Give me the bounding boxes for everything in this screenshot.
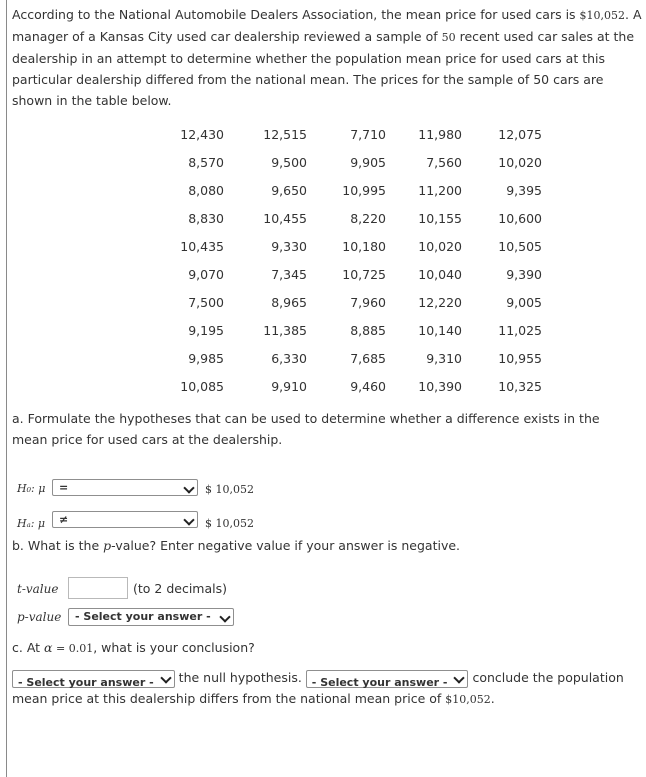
ha-operator-value: ≠ — [59, 513, 69, 526]
alpha-value: = 0.01 — [52, 642, 94, 655]
chevron-down-icon — [219, 611, 230, 622]
table-row — [158, 204, 542, 232]
table-cell: 11,025 — [498, 322, 542, 338]
table-cell: 10,140 — [418, 322, 462, 338]
table-cell: 12,220 — [418, 294, 462, 310]
table-cell: 9,005 — [506, 294, 542, 310]
table-row — [158, 316, 542, 344]
table-row — [158, 372, 542, 400]
t-value-hint: (to 2 decimals) — [133, 581, 227, 596]
table-row — [158, 288, 542, 316]
table-cell: 10,995 — [342, 182, 386, 198]
table-cell: 9,310 — [426, 350, 462, 366]
h0-operator-value: = — [59, 481, 69, 494]
table-cell: 10,505 — [498, 238, 542, 254]
national-mean: $10,052 — [579, 9, 626, 22]
alpha-symbol: α — [44, 640, 53, 655]
price-table — [158, 120, 542, 400]
chevron-down-icon — [454, 672, 465, 683]
table-cell: 9,460 — [350, 378, 386, 394]
reject-select-value: - Select your answer - — [18, 675, 154, 689]
table-cell: 9,330 — [271, 238, 307, 254]
h0-operator-select[interactable] — [52, 479, 198, 496]
table-cell: 8,220 — [350, 210, 386, 226]
chevron-down-icon — [183, 514, 194, 525]
conclusion-tail-text: conclude the population mean price at this dealership differs from the national mean price of — [12, 670, 624, 706]
can-select-value: - Select your answer - — [311, 675, 448, 689]
table-cell: 10,725 — [342, 266, 386, 282]
t-value-label: t-value — [17, 582, 59, 596]
ha-operator-select[interactable] — [52, 511, 198, 528]
table-cell: 8,885 — [350, 322, 386, 338]
part-b-text-pre: b. What is the — [12, 538, 104, 553]
table-row — [158, 232, 542, 260]
part-c-text-post: , what is your conclusion? — [93, 640, 255, 655]
table-row — [158, 260, 542, 288]
table-cell: 7,710 — [350, 126, 386, 142]
conclusion-mid-text: the null hypothesis. — [178, 670, 302, 685]
table-cell: 12,075 — [498, 126, 542, 142]
table-cell: 9,070 — [188, 266, 224, 282]
h0-value: $ 10,052 — [205, 483, 254, 496]
table-row — [158, 120, 542, 148]
can-select[interactable] — [306, 670, 469, 688]
table-cell: 10,155 — [418, 210, 462, 226]
table-cell: 8,570 — [188, 154, 224, 170]
intro-text-3: recent used car sales at the dealership in an attempt to determine whether the population mean price for used cars at this particular dealership differed from the national mean. The prices for the sample of 50 cars are shown in the table below. — [12, 29, 635, 108]
table-cell: 9,910 — [271, 378, 307, 394]
table-cell: 9,195 — [188, 322, 224, 338]
table-cell: 11,200 — [418, 182, 462, 198]
table-cell: 7,345 — [271, 266, 307, 282]
table-cell: 9,390 — [506, 266, 542, 282]
table-cell: 11,980 — [418, 126, 462, 142]
table-cell: 10,040 — [418, 266, 462, 282]
conclusion-mean: $10,052 — [445, 693, 491, 706]
table-cell: 10,020 — [498, 154, 542, 170]
problem-intro — [12, 4, 644, 111]
table-cell: 10,390 — [418, 378, 462, 394]
table-cell: 9,650 — [271, 182, 307, 198]
table-cell: 7,560 — [426, 154, 462, 170]
table-cell: 12,430 — [180, 126, 224, 142]
table-row — [158, 148, 542, 176]
table-cell: 7,960 — [350, 294, 386, 310]
ha-label: Hₐ: μ — [17, 517, 46, 530]
t-value-input[interactable] — [68, 577, 128, 599]
reject-select[interactable] — [12, 670, 175, 688]
table-cell: 7,500 — [188, 294, 224, 310]
p-value-label: p-value — [17, 610, 62, 624]
h0-label: H₀: μ — [17, 482, 46, 495]
table-cell: 10,455 — [263, 210, 307, 226]
table-cell: 10,180 — [342, 238, 386, 254]
table-cell: 8,830 — [188, 210, 224, 226]
part-a-question: a. Formulate the hypotheses that can be used to determine whether a difference exists in the mean price for used cars at the dealership. — [12, 411, 600, 447]
part-c-question — [12, 640, 255, 655]
intro-text-1: According to the National Automobile Dealers Association, the mean price for used cars is — [12, 7, 580, 22]
intro-text-2: . A manager of a Kansas City used car dealership reviewed a sample of — [12, 7, 642, 44]
table-cell: 7,685 — [350, 350, 386, 366]
table-cell: 6,330 — [271, 350, 307, 366]
table-cell: 10,325 — [498, 378, 542, 394]
chevron-down-icon — [160, 672, 171, 683]
table-row — [158, 176, 542, 204]
p-value-select-value: - Select your answer - — [75, 610, 211, 623]
conclusion-end: . — [490, 691, 495, 706]
part-b-question — [12, 538, 460, 553]
table-cell: 11,385 — [263, 322, 307, 338]
part-c-text-pre: c. At — [12, 640, 45, 655]
table-row — [158, 344, 542, 372]
table-cell: 8,080 — [188, 182, 224, 198]
table-cell: 10,085 — [180, 378, 224, 394]
sample-size: 50 — [441, 31, 456, 44]
table-cell: 9,905 — [350, 154, 386, 170]
table-cell: 10,020 — [418, 238, 462, 254]
table-cell: 12,515 — [263, 126, 307, 142]
table-cell: 10,600 — [498, 210, 542, 226]
chevron-down-icon — [183, 482, 194, 493]
table-cell: 9,395 — [506, 182, 542, 198]
table-cell: 8,965 — [271, 294, 307, 310]
ha-value: $ 10,052 — [205, 517, 254, 530]
part-b-text-post: -value? Enter negative value if your answer is negative. — [111, 538, 461, 553]
table-cell: 9,500 — [271, 154, 307, 170]
p-value-select[interactable] — [68, 608, 234, 626]
p-symbol: p — [103, 538, 112, 553]
table-cell: 10,435 — [180, 238, 224, 254]
table-cell: 9,985 — [188, 350, 224, 366]
table-cell: 10,955 — [498, 350, 542, 366]
part-c-conclusion — [12, 667, 644, 710]
